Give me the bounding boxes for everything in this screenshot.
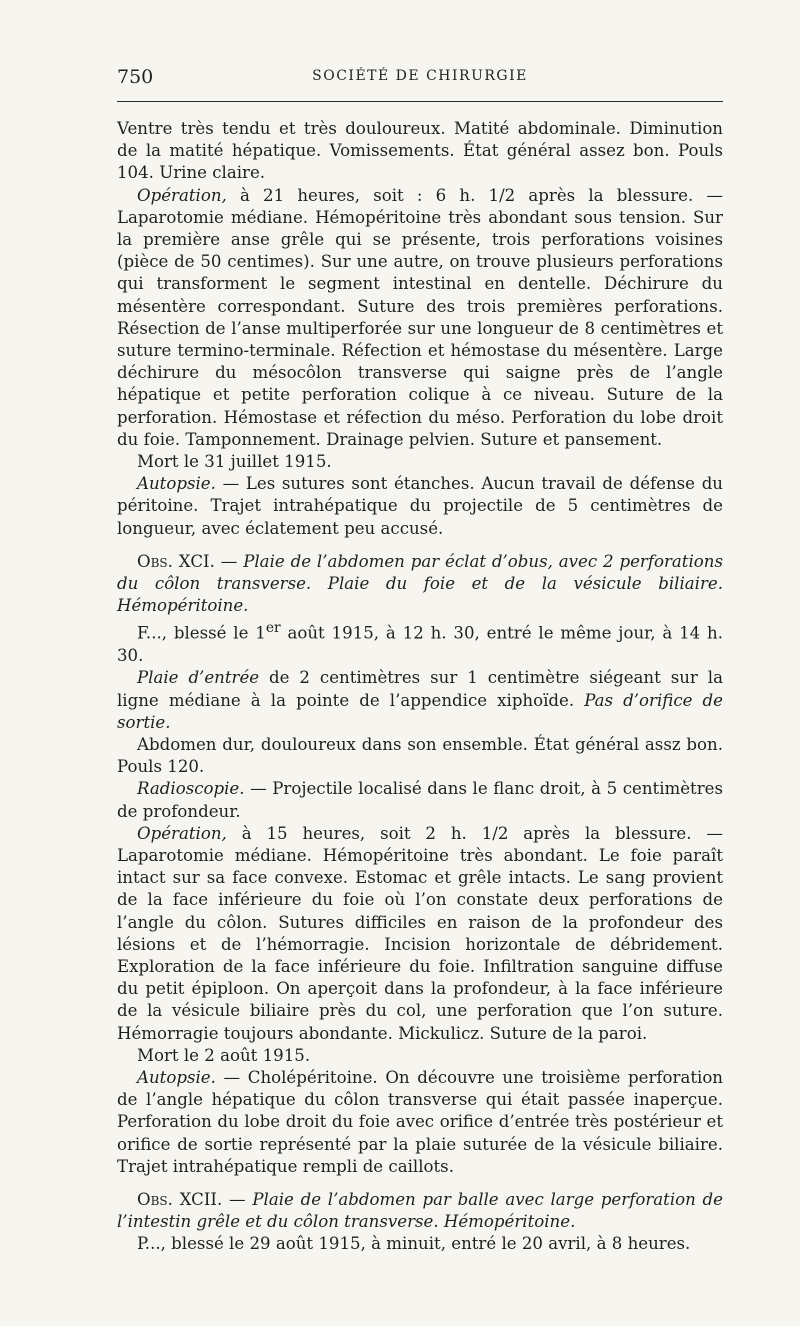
paragraph-p6: [117, 617, 723, 667]
paragraph-p14: [117, 1233, 723, 1255]
running-title: SOCIÉTÉ DE CHIRURGIE: [312, 68, 528, 84]
text-run: Autopsie.: [137, 474, 216, 494]
text-run: Plaie de l’abdomen par éclat d’obus, avec 2 perforations du côlon transverse. Plaie du foie et de la vésicule biliaire. Hémopéritoine.: [117, 551, 723, 616]
text-run: à 21 heures, soit : 6 h. 1/2 après la blessure. — Laparotomie médiane. Hémopéritoine très abondant sous tension. Sur la première anse grêle qui se présente, trois perforations voisines (pièce de 50 centimes). Sur une autre, on trouve plusieurs perforations qui transforment le segment intestinal en dentelle. Déchirure du mésentère correspondant. Suture des trois premières perforations. Résection de l’anse multiperforée sur une longueur de 8 centimètres et suture termino-terminale. Réfection et hémostase du mésentère. Large déchirure du mésocôlon transverse qui saigne près de l’angle hépatique et petite perforation colique à ce niveau. Suture de la perforation. Hémostase et réfection du méso. Perforation du lobe droit du foie. Tamponnement. Drainage pelvien. Suture et pansement.: [117, 185, 723, 449]
header-rule: [117, 101, 723, 102]
text-run: —: [214, 551, 244, 571]
text-run: Opération,: [137, 823, 227, 843]
text-run: —: [222, 1190, 253, 1210]
text-run: août 1915, à 12 h. 30, entré le même jour, à 14 h. 30.: [117, 624, 724, 666]
paragraph-p10: [117, 823, 723, 1045]
text-run: Ventre très tendu et très douloureux. Matité abdominale. Diminution de la matité hépatique. Vomissements. État général assez bon. Pouls 104. Urine claire.: [117, 119, 723, 183]
text-run: Obs. XCI.: [137, 551, 215, 571]
page-header: [115, 66, 725, 96]
paragraph-p4: [117, 473, 723, 540]
text-run: — Projectile localisé dans le flanc droit, à 5 centimètres de profondeur.: [117, 779, 723, 821]
text-run: — Les sutures sont étanches. Aucun travail de défense du péritoine. Trajet intrahépatique du projectile de 5 centimètres de longueur, avec éclatement peu accusé.: [117, 474, 723, 538]
text-run: Mort le 2 août 1915.: [137, 1045, 311, 1065]
paragraph-p9: [117, 778, 723, 822]
paragraph-p11: [117, 1045, 723, 1067]
text-run: Plaie de l’abdomen par balle avec large perforation de l’intestin grêle et du côlon transverse. Hémopéritoine.: [117, 1190, 723, 1232]
text-run: Mort le 31 juillet 1915.: [137, 452, 332, 472]
text-run: à 15 heures, soit 2 h. 1/2 après la blessure. — Laparotomie médiane. Hémopéritoine très abondant. Le foie paraît intact sur sa face convexe. Estomac et grêle intacts. Le sang provient de la face inférieure du foie où l’on constate deux perforations de l’angle du côlon. Sutures difficiles en raison de la profondeur des lésions et de l’hémorragie. Incision horizontale de débridement. Exploration de la face inférieure du foie. Infiltration sanguine diffuse du petit épiploon. On aperçoit dans la profondeur, à la face inférieure de la vésicule biliaire près du col, une perforation que l’on suture. Hémorragie toujours abondante. Mickulicz. Suture de la paroi.: [117, 823, 723, 1043]
text-run: Radioscopie.: [137, 779, 245, 799]
text-run: Pas d’orifice de sortie.: [117, 690, 723, 732]
text-run: er: [265, 620, 281, 637]
paragraph-p5: [117, 551, 723, 618]
paragraph-p13: [117, 1189, 723, 1233]
text-run: — Cholépéritoine. On découvre une troisième perforation de l’angle hépatique du côlon transverse qui était passée inaperçue. Perforation du lobe droit du foie avec orifice d’entrée très postérieur et orifice de sortie représenté par la plaie suturée de la vésicule biliaire. Trajet intrahépatique rempli de caillots.: [117, 1068, 723, 1176]
paragraph-p8: [117, 734, 723, 778]
text-run: Autopsie.: [137, 1068, 216, 1088]
text-run: F..., blessé le 1: [137, 624, 266, 643]
body-text: [117, 118, 723, 1256]
paragraph-p12: [117, 1067, 723, 1178]
page-number: 750: [117, 66, 154, 88]
text-run: Opération,: [137, 185, 227, 205]
paragraph-p2: [117, 185, 723, 451]
text-run: P..., blessé le 29 août 1915, à minuit, entré le 20 avril, à 8 heures.: [137, 1234, 691, 1254]
paragraph-p1: [117, 118, 723, 185]
paragraph-p7: [117, 667, 723, 734]
text-run: de 2 centimètres sur 1 centimètre siégeant sur la ligne médiane à la pointe de l’appendice xiphoïde.: [117, 668, 723, 710]
paragraph-p3: [117, 451, 723, 473]
text-run: Obs. XCII.: [137, 1190, 223, 1210]
text-run: Plaie d’entrée: [137, 668, 260, 688]
text-run: Abdomen dur, douloureux dans son ensemble. État général assz bon. Pouls 120.: [117, 735, 723, 777]
